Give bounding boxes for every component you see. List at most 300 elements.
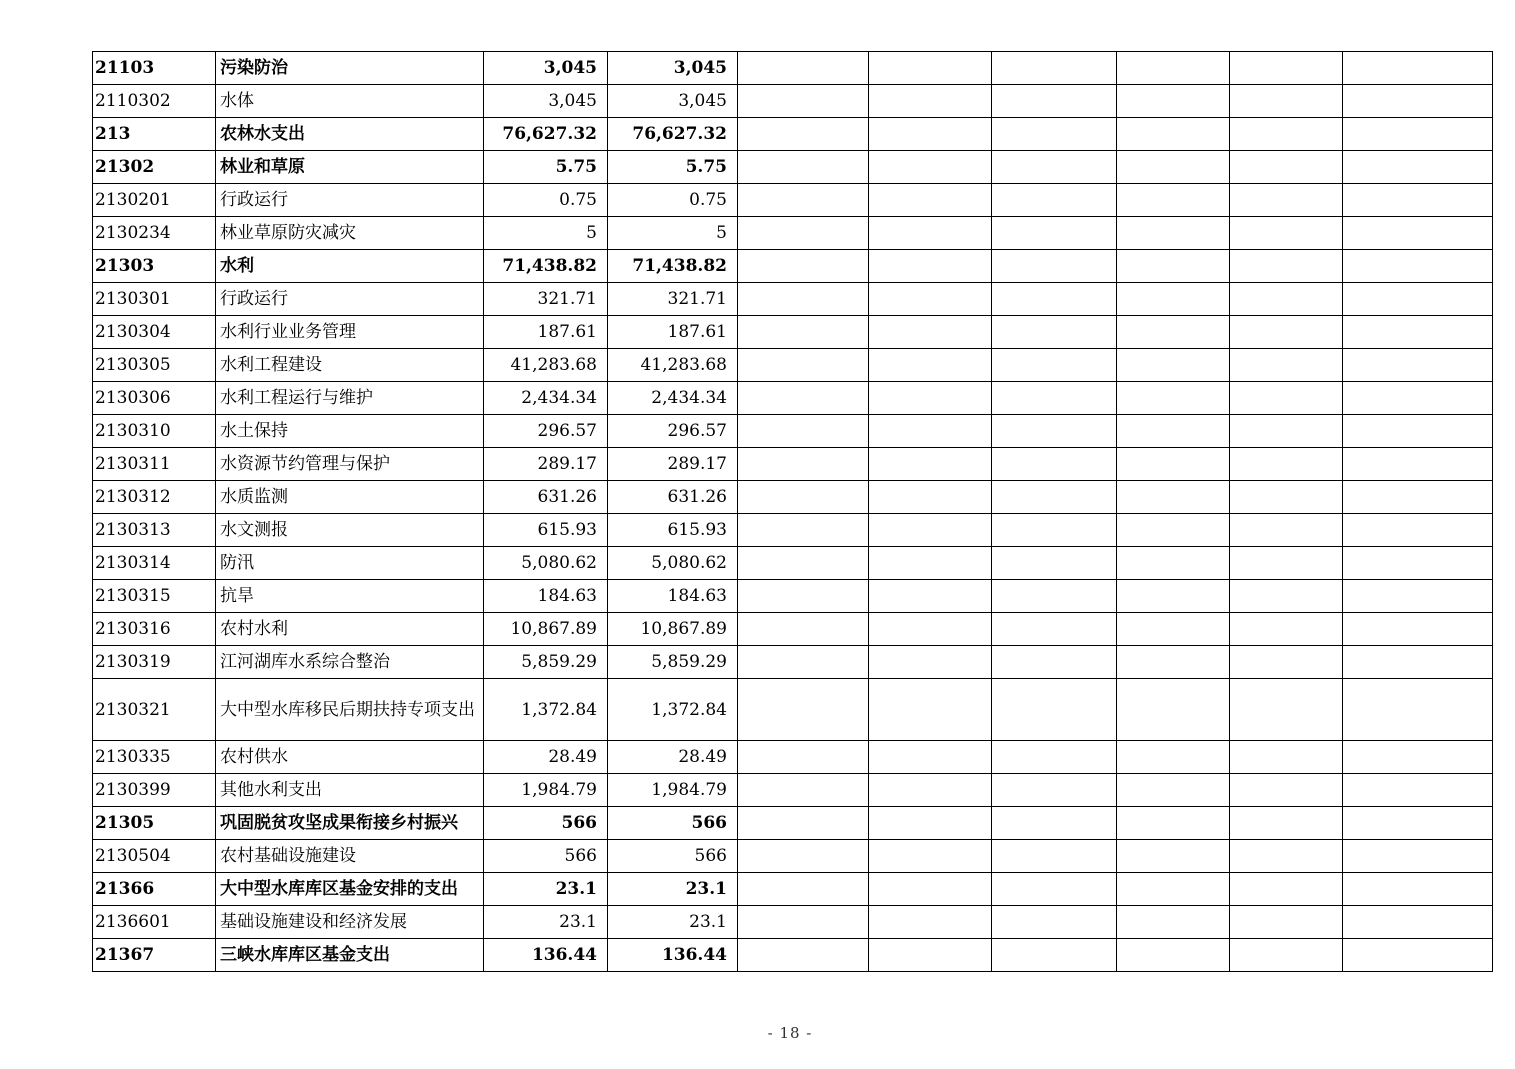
cell-empty [1117, 741, 1230, 774]
cell-empty [1117, 580, 1230, 613]
budget-table [92, 51, 1493, 972]
cell-empty [738, 85, 869, 118]
cell-amount-2: 41,283.68 [608, 349, 738, 382]
table-row [93, 184, 1493, 217]
cell-empty [869, 349, 992, 382]
cell-name: 水利工程运行与维护 [216, 382, 484, 415]
cell-amount-2: 5,080.62 [608, 547, 738, 580]
cell-amount-2: 10,867.89 [608, 613, 738, 646]
cell-empty [738, 580, 869, 613]
cell-amount-2: 0.75 [608, 184, 738, 217]
cell-empty [738, 514, 869, 547]
cell-code: 2130319 [93, 646, 216, 679]
cell-empty [738, 807, 869, 840]
cell-empty [738, 217, 869, 250]
cell-amount-1: 631.26 [484, 481, 608, 514]
cell-amount-1: 71,438.82 [484, 250, 608, 283]
table-row [93, 741, 1493, 774]
cell-amount-1: 289.17 [484, 448, 608, 481]
cell-empty [1230, 52, 1343, 85]
cell-empty [869, 774, 992, 807]
cell-empty [738, 646, 869, 679]
cell-empty [1343, 151, 1493, 184]
cell-empty [1117, 316, 1230, 349]
cell-amount-1: 3,045 [484, 52, 608, 85]
cell-empty [1230, 906, 1343, 939]
cell-amount-2: 3,045 [608, 85, 738, 118]
cell-name: 水利工程建设 [216, 349, 484, 382]
cell-empty [738, 184, 869, 217]
cell-empty [738, 52, 869, 85]
cell-empty [1117, 85, 1230, 118]
cell-empty [1343, 873, 1493, 906]
cell-empty [1230, 250, 1343, 283]
cell-amount-2: 5.75 [608, 151, 738, 184]
cell-amount-2: 3,045 [608, 52, 738, 85]
cell-name: 水利 [216, 250, 484, 283]
cell-empty [869, 184, 992, 217]
cell-empty [869, 283, 992, 316]
cell-empty [1230, 807, 1343, 840]
cell-empty [1230, 382, 1343, 415]
table-row [93, 52, 1493, 85]
cell-code: 2130201 [93, 184, 216, 217]
cell-empty [1117, 613, 1230, 646]
cell-empty [1343, 118, 1493, 151]
cell-empty [1343, 250, 1493, 283]
cell-name: 三峡水库库区基金支出 [216, 939, 484, 972]
cell-empty [869, 481, 992, 514]
page-number: - 18 - [767, 1024, 813, 1042]
cell-empty [738, 118, 869, 151]
cell-empty [992, 873, 1117, 906]
cell-code: 21303 [93, 250, 216, 283]
cell-empty [869, 448, 992, 481]
cell-amount-1: 5,859.29 [484, 646, 608, 679]
table-row [93, 316, 1493, 349]
cell-amount-2: 566 [608, 807, 738, 840]
cell-empty [869, 85, 992, 118]
cell-amount-1: 615.93 [484, 514, 608, 547]
cell-empty [869, 415, 992, 448]
cell-empty [1230, 679, 1343, 741]
cell-empty [869, 646, 992, 679]
cell-amount-1: 184.63 [484, 580, 608, 613]
cell-empty [1230, 646, 1343, 679]
cell-amount-1: 1,372.84 [484, 679, 608, 741]
cell-empty [1343, 52, 1493, 85]
cell-empty [1230, 481, 1343, 514]
cell-empty [1230, 939, 1343, 972]
cell-code: 2130315 [93, 580, 216, 613]
cell-name: 农村供水 [216, 741, 484, 774]
cell-amount-1: 136.44 [484, 939, 608, 972]
table-row [93, 807, 1493, 840]
cell-empty [869, 906, 992, 939]
cell-name: 防汛 [216, 547, 484, 580]
cell-code: 2130301 [93, 283, 216, 316]
cell-empty [738, 448, 869, 481]
cell-amount-2: 1,984.79 [608, 774, 738, 807]
cell-empty [738, 774, 869, 807]
table-row [93, 481, 1493, 514]
cell-amount-2: 5,859.29 [608, 646, 738, 679]
cell-empty [738, 613, 869, 646]
cell-amount-1: 566 [484, 807, 608, 840]
table-row [93, 679, 1493, 741]
cell-amount-1: 23.1 [484, 906, 608, 939]
cell-empty [1117, 873, 1230, 906]
cell-code: 2110302 [93, 85, 216, 118]
cell-empty [1343, 774, 1493, 807]
cell-code: 2130321 [93, 679, 216, 741]
cell-name: 其他水利支出 [216, 774, 484, 807]
cell-code: 21366 [93, 873, 216, 906]
cell-empty [1117, 415, 1230, 448]
cell-amount-1: 1,984.79 [484, 774, 608, 807]
cell-empty [1343, 741, 1493, 774]
cell-amount-2: 187.61 [608, 316, 738, 349]
cell-empty [992, 774, 1117, 807]
cell-amount-2: 28.49 [608, 741, 738, 774]
cell-empty [992, 250, 1117, 283]
cell-empty [1117, 349, 1230, 382]
cell-amount-2: 566 [608, 840, 738, 873]
cell-empty [738, 316, 869, 349]
cell-empty [992, 217, 1117, 250]
cell-empty [1117, 217, 1230, 250]
cell-amount-1: 566 [484, 840, 608, 873]
cell-empty [1117, 382, 1230, 415]
cell-empty [1343, 514, 1493, 547]
cell-empty [1117, 547, 1230, 580]
cell-amount-2: 76,627.32 [608, 118, 738, 151]
cell-empty [1230, 415, 1343, 448]
cell-empty [869, 939, 992, 972]
cell-empty [869, 547, 992, 580]
cell-name: 抗旱 [216, 580, 484, 613]
cell-empty [992, 382, 1117, 415]
cell-name: 行政运行 [216, 283, 484, 316]
cell-empty [992, 939, 1117, 972]
cell-empty [1117, 481, 1230, 514]
cell-amount-1: 296.57 [484, 415, 608, 448]
table-row [93, 547, 1493, 580]
cell-empty [738, 840, 869, 873]
cell-amount-2: 136.44 [608, 939, 738, 972]
cell-amount-1: 0.75 [484, 184, 608, 217]
cell-empty [1230, 514, 1343, 547]
cell-amount-2: 615.93 [608, 514, 738, 547]
cell-empty [738, 151, 869, 184]
cell-empty [992, 547, 1117, 580]
cell-empty [869, 741, 992, 774]
cell-empty [1117, 52, 1230, 85]
cell-empty [869, 382, 992, 415]
cell-empty [1117, 250, 1230, 283]
cell-amount-1: 5,080.62 [484, 547, 608, 580]
cell-empty [1230, 873, 1343, 906]
cell-empty [992, 646, 1117, 679]
cell-name: 水体 [216, 85, 484, 118]
cell-code: 21367 [93, 939, 216, 972]
cell-empty [992, 840, 1117, 873]
cell-empty [1117, 646, 1230, 679]
cell-empty [738, 382, 869, 415]
cell-empty [869, 118, 992, 151]
cell-name: 大中型水库移民后期扶持专项支出 [216, 679, 484, 741]
table-row [93, 939, 1493, 972]
cell-empty [992, 679, 1117, 741]
cell-name: 水土保持 [216, 415, 484, 448]
cell-code: 2130314 [93, 547, 216, 580]
table-row [93, 580, 1493, 613]
cell-amount-2: 321.71 [608, 283, 738, 316]
cell-code: 2130304 [93, 316, 216, 349]
cell-empty [869, 679, 992, 741]
cell-empty [992, 807, 1117, 840]
cell-empty [992, 514, 1117, 547]
cell-empty [1117, 514, 1230, 547]
cell-amount-1: 3,045 [484, 85, 608, 118]
cell-name: 水文测报 [216, 514, 484, 547]
cell-code: 2130305 [93, 349, 216, 382]
cell-code: 21103 [93, 52, 216, 85]
cell-amount-1: 5.75 [484, 151, 608, 184]
cell-empty [738, 349, 869, 382]
cell-amount-2: 631.26 [608, 481, 738, 514]
cell-code: 2130312 [93, 481, 216, 514]
cell-empty [992, 613, 1117, 646]
table-row [93, 118, 1493, 151]
cell-empty [869, 514, 992, 547]
cell-empty [1343, 613, 1493, 646]
cell-name: 农村水利 [216, 613, 484, 646]
table-row [93, 514, 1493, 547]
cell-empty [1343, 184, 1493, 217]
cell-empty [869, 52, 992, 85]
table-row [93, 448, 1493, 481]
cell-amount-2: 1,372.84 [608, 679, 738, 741]
table-row [93, 415, 1493, 448]
cell-amount-1: 76,627.32 [484, 118, 608, 151]
cell-empty [1230, 184, 1343, 217]
cell-empty [1230, 840, 1343, 873]
cell-amount-2: 184.63 [608, 580, 738, 613]
cell-empty [738, 547, 869, 580]
cell-empty [1343, 646, 1493, 679]
cell-amount-1: 41,283.68 [484, 349, 608, 382]
cell-amount-1: 187.61 [484, 316, 608, 349]
cell-empty [1230, 118, 1343, 151]
cell-code: 2130306 [93, 382, 216, 415]
cell-name: 江河湖库水系综合整治 [216, 646, 484, 679]
cell-empty [1343, 580, 1493, 613]
cell-empty [738, 679, 869, 741]
cell-empty [869, 151, 992, 184]
cell-empty [869, 613, 992, 646]
cell-code: 2130504 [93, 840, 216, 873]
cell-empty [1343, 349, 1493, 382]
cell-empty [1230, 85, 1343, 118]
cell-amount-1: 10,867.89 [484, 613, 608, 646]
table-body [93, 52, 1493, 972]
cell-empty [992, 481, 1117, 514]
cell-empty [738, 939, 869, 972]
cell-empty [1343, 481, 1493, 514]
cell-empty [1343, 316, 1493, 349]
cell-empty [1117, 807, 1230, 840]
cell-empty [869, 840, 992, 873]
cell-amount-1: 23.1 [484, 873, 608, 906]
cell-empty [869, 807, 992, 840]
table-row [93, 840, 1493, 873]
cell-name: 行政运行 [216, 184, 484, 217]
cell-amount-2: 23.1 [608, 873, 738, 906]
cell-empty [1343, 547, 1493, 580]
cell-code: 2130313 [93, 514, 216, 547]
cell-amount-2: 71,438.82 [608, 250, 738, 283]
cell-empty [1230, 151, 1343, 184]
cell-empty [992, 118, 1117, 151]
table-row [93, 151, 1493, 184]
table-row [93, 613, 1493, 646]
cell-empty [1230, 316, 1343, 349]
table-row [93, 85, 1493, 118]
cell-code: 2130234 [93, 217, 216, 250]
cell-empty [869, 580, 992, 613]
cell-name: 农村基础设施建设 [216, 840, 484, 873]
cell-code: 2130310 [93, 415, 216, 448]
cell-empty [992, 349, 1117, 382]
cell-empty [1117, 774, 1230, 807]
table-row [93, 774, 1493, 807]
cell-empty [1230, 217, 1343, 250]
cell-empty [1343, 906, 1493, 939]
cell-empty [738, 283, 869, 316]
cell-name: 基础设施建设和经济发展 [216, 906, 484, 939]
cell-empty [1117, 448, 1230, 481]
cell-amount-1: 5 [484, 217, 608, 250]
cell-code: 21305 [93, 807, 216, 840]
cell-empty [869, 217, 992, 250]
table-row [93, 873, 1493, 906]
table-row [93, 906, 1493, 939]
cell-name: 巩固脱贫攻坚成果衔接乡村振兴 [216, 807, 484, 840]
cell-empty [992, 448, 1117, 481]
table-row [93, 349, 1493, 382]
cell-name: 水质监测 [216, 481, 484, 514]
cell-empty [992, 580, 1117, 613]
cell-amount-2: 289.17 [608, 448, 738, 481]
cell-empty [992, 85, 1117, 118]
cell-amount-2: 5 [608, 217, 738, 250]
cell-amount-1: 28.49 [484, 741, 608, 774]
cell-empty [992, 184, 1117, 217]
cell-name: 林业和草原 [216, 151, 484, 184]
cell-empty [1343, 807, 1493, 840]
cell-empty [1117, 906, 1230, 939]
cell-empty [1117, 840, 1230, 873]
cell-empty [1343, 283, 1493, 316]
cell-empty [1117, 939, 1230, 972]
cell-empty [1230, 283, 1343, 316]
cell-empty [1230, 349, 1343, 382]
cell-name: 水利行业业务管理 [216, 316, 484, 349]
cell-empty [1343, 939, 1493, 972]
cell-empty [1117, 184, 1230, 217]
cell-code: 2130399 [93, 774, 216, 807]
cell-empty [1343, 217, 1493, 250]
cell-code: 21302 [93, 151, 216, 184]
cell-empty [1343, 840, 1493, 873]
cell-empty [869, 250, 992, 283]
cell-empty [992, 415, 1117, 448]
cell-name: 农林水支出 [216, 118, 484, 151]
cell-code: 213 [93, 118, 216, 151]
cell-empty [992, 906, 1117, 939]
cell-empty [738, 415, 869, 448]
cell-empty [869, 316, 992, 349]
cell-empty [992, 316, 1117, 349]
cell-code: 2130316 [93, 613, 216, 646]
cell-empty [738, 741, 869, 774]
cell-empty [1230, 448, 1343, 481]
cell-amount-2: 2,434.34 [608, 382, 738, 415]
cell-empty [738, 873, 869, 906]
cell-empty [992, 283, 1117, 316]
table-row [93, 382, 1493, 415]
cell-empty [1117, 118, 1230, 151]
cell-empty [1230, 741, 1343, 774]
table-row [93, 283, 1493, 316]
cell-empty [1230, 547, 1343, 580]
cell-name: 污染防治 [216, 52, 484, 85]
cell-code: 2130311 [93, 448, 216, 481]
cell-empty [1343, 85, 1493, 118]
table-row [93, 217, 1493, 250]
cell-name: 林业草原防灾减灾 [216, 217, 484, 250]
cell-empty [738, 906, 869, 939]
cell-empty [869, 873, 992, 906]
cell-amount-1: 321.71 [484, 283, 608, 316]
cell-empty [1230, 613, 1343, 646]
cell-empty [1117, 283, 1230, 316]
cell-name: 水资源节约管理与保护 [216, 448, 484, 481]
table-row [93, 250, 1493, 283]
cell-empty [992, 741, 1117, 774]
cell-amount-2: 23.1 [608, 906, 738, 939]
cell-empty [738, 250, 869, 283]
cell-empty [1343, 448, 1493, 481]
table-row [93, 646, 1493, 679]
cell-empty [1230, 580, 1343, 613]
cell-empty [1343, 679, 1493, 741]
cell-code: 2136601 [93, 906, 216, 939]
cell-amount-2: 296.57 [608, 415, 738, 448]
cell-empty [992, 151, 1117, 184]
cell-name: 大中型水库库区基金安排的支出 [216, 873, 484, 906]
cell-empty [1343, 382, 1493, 415]
cell-empty [1230, 774, 1343, 807]
cell-empty [1343, 415, 1493, 448]
cell-code: 2130335 [93, 741, 216, 774]
cell-empty [992, 52, 1117, 85]
cell-amount-1: 2,434.34 [484, 382, 608, 415]
cell-empty [738, 481, 869, 514]
cell-empty [1117, 679, 1230, 741]
cell-empty [1117, 151, 1230, 184]
